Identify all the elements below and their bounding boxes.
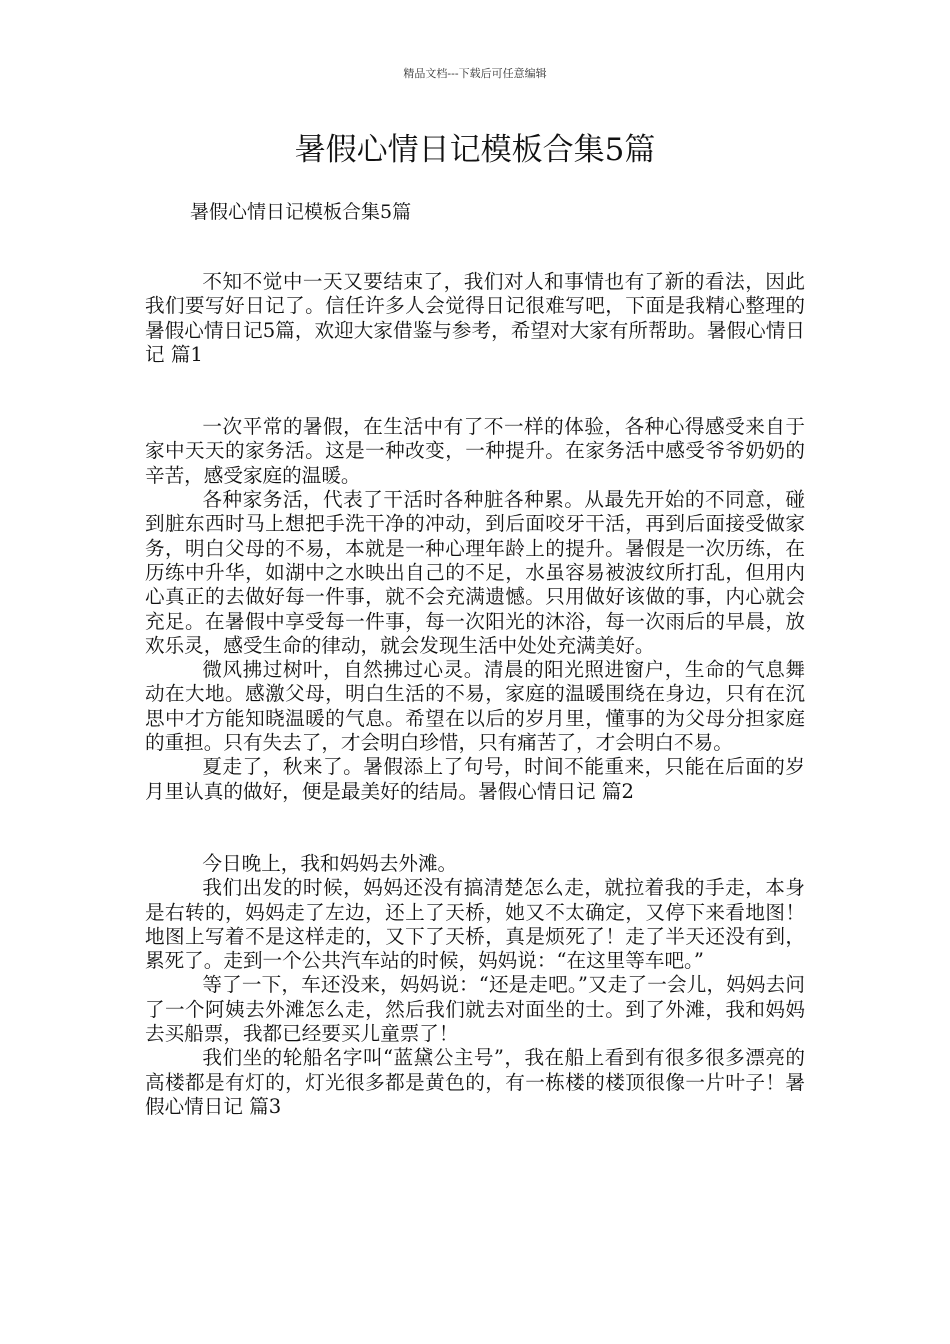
document-title: 暑假心情日记模板合集5篇: [294, 132, 656, 168]
diary-1-paragraph-2: 各种家务活，代表了干活时各种脏各种累。从最先开始的不同意，碰到脏东西时马上想把手洗干净的冲动，到后面咬牙干活，再到后面接受做家务，明白父母的不易，本就是一种心理年龄上的提升。暑假是一次历练，在历练中升华，如湖中之水映出自己的不足，水虽容易被波纹所打乱，但用内心真正的去做好每一件事，就不会充满遗憾。只用做好该做的事，内心就会充足。在暑假中享受每一件事，每一次阳光的沐浴，每一次雨后的早晨，放欢乐灵，感受生命的律动，就会发现生活中处处充满美好。: [145, 488, 805, 657]
diary-1-paragraph-1: 一次平常的暑假，在生活中有了不一样的体验，各种心得感受来自于家中天天的家务活。这是一种改变，一种提升。在家务活中感受爷爷奶奶的辛苦，感受家庭的温暖。: [145, 415, 805, 487]
diary-1-paragraph-4: 夏走了，秋来了。暑假添上了句号，时间不能重来，只能在后面的岁月里认真的做好，便是最美好的结局。暑假心情日记 篇2: [145, 755, 805, 803]
document-body: [145, 270, 805, 1119]
diary-2-paragraph-2: 我们出发的时候，妈妈还没有搞清楚怎么走，就拉着我的手走，本身是右转的，妈妈走了左边，还上了天桥，她又不太确定，又停下来看地图！地图上写着不是这样走的，又下了天桥，真是烦死了！走了半天还没有到，累死了。走到一个公共汽车站的时候，妈妈说：“在这里等车吧。”: [145, 876, 805, 973]
diary-1-paragraph-3: 微风拂过树叶，自然拂过心灵。清晨的阳光照进窗户，生命的气息舞动在大地。感激父母，明白生活的不易，家庭的温暖围绕在身边，只有在沉思中才方能知晓温暖的气息。希望在以后的岁月里，懂事的为父母分担家庭的重担。只有失去了，才会明白珍惜，只有痛苦了，才会明白不易。: [145, 658, 805, 755]
intro-paragraph: 不知不觉中一天又要结束了，我们对人和事情也有了新的看法，因此我们要写好日记了。信任许多人会觉得日记很难写吧，下面是我精心整理的暑假心情日记5篇，欢迎大家借鉴与参考，希望对大家有所帮助。暑假心情日记 篇1: [145, 270, 805, 366]
diary-2-paragraph-3: 等了一下，车还没来，妈妈说：“还是走吧。”又走了一会儿，妈妈去问了一个阿姨去外滩怎么走，然后我们就去对面坐的士。到了外滩，我和妈妈去买船票，我都已经要买儿童票了！: [145, 973, 805, 1046]
diary-2-paragraph-1: 今日晚上，我和妈妈去外滩。: [202, 851, 458, 875]
header-note: 精品文档---下载后可任意编辑: [403, 67, 547, 80]
diary-2-paragraph-4: 我们坐的轮船名字叫“蓝黛公主号”，我在船上看到有很多很多漂亮的高楼都是有灯的，灯光很多都是黄色的，有一栋楼的楼顶很像一片叶子！暑假心情日记 篇3: [145, 1046, 805, 1118]
document-subtitle: 暑假心情日记模板合集5篇: [190, 201, 412, 223]
